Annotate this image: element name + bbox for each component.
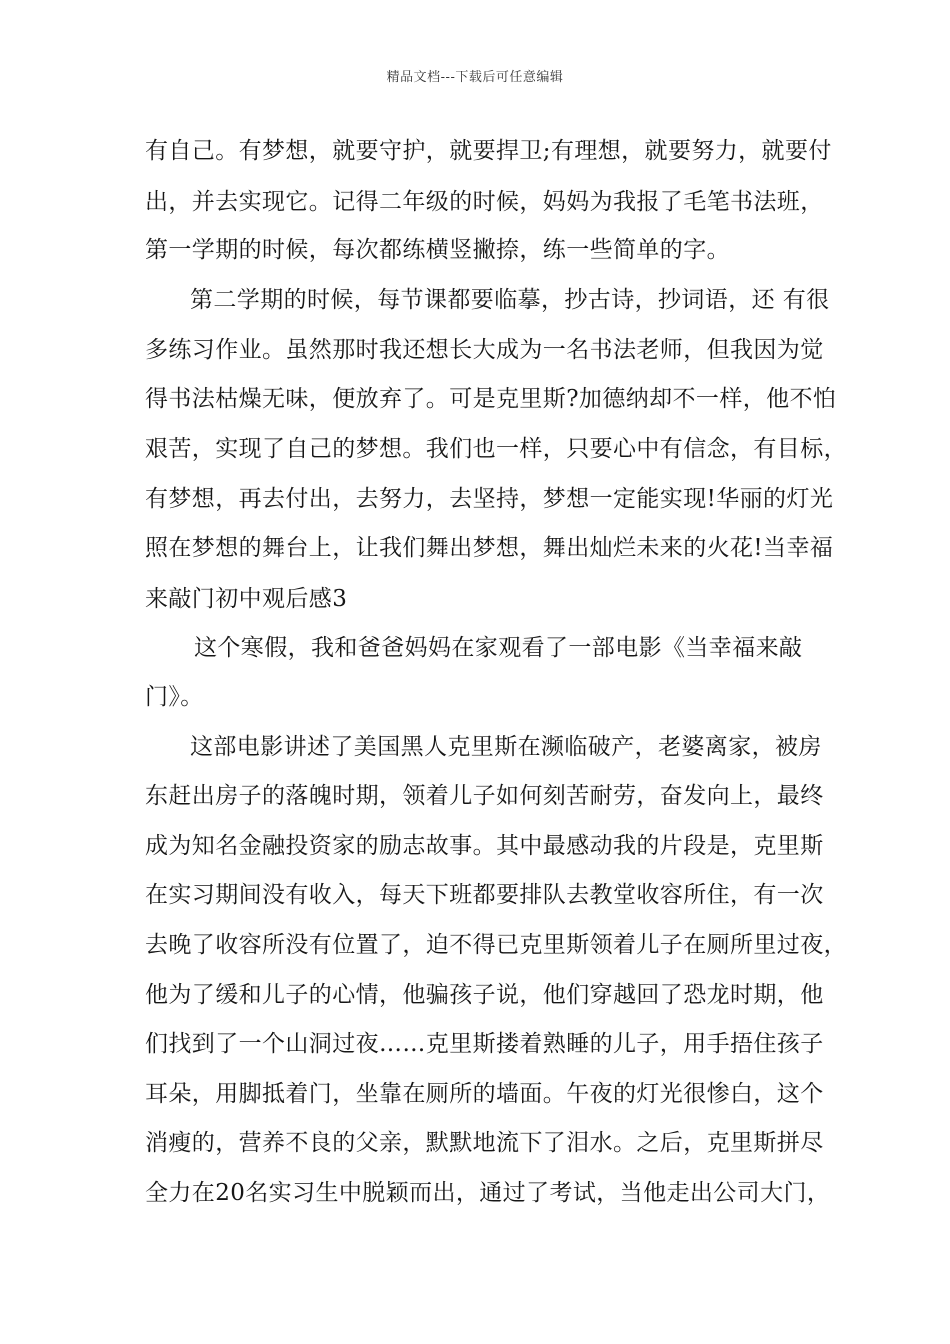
text-line: 去晚了收容所没有位置了，迫不得已克里斯领着儿子在厕所里过夜， — [145, 932, 847, 958]
text-line: 第二学期的时候，每节课都要临摹，抄古诗，抄词语，还 有很 — [190, 287, 830, 313]
text-line: 多练习作业。虽然那时我还想长大成为一名书法老师，但我因为觉 — [145, 337, 824, 363]
text-line: 成为知名金融投资家的励志故事。其中最感动我的片段是，克里斯 — [145, 833, 824, 859]
text-line: 门》。 — [145, 684, 204, 710]
text-line: 出，并去实现它。记得二年级的时候，妈妈为我报了毛笔书法班， — [145, 189, 824, 215]
text-line: 第一学期的时候，每次都练横竖撇捺，练一些简单的字。 — [145, 237, 730, 263]
text-line: 得书法枯燥无味，便放弃了。可是克里斯?加德纳却不一样，他不怕 — [145, 386, 837, 412]
text-line: 在实习期间没有收入，每天下班都要排队去教堂收容所住，有一次 — [145, 882, 824, 908]
text-line: 有梦想，再去付出，去努力，去坚持，梦想一定能实现!华丽的灯光 — [145, 486, 834, 512]
text-line: 来敲门初中观后感3 — [145, 586, 348, 612]
text-line: 有自己。有梦想，就要守护，就要捍卫;有理想，就要努力，就要付 — [145, 138, 832, 164]
text-line: 们找到了一个山洞过夜……克里斯搂着熟睡的儿子，用手捂住孩子 — [145, 1031, 824, 1057]
text-line: 他为了缓和儿子的心情，他骗孩子说，他们穿越回了恐龙时期，他 — [145, 982, 824, 1008]
text-line: 艰苦，实现了自己的梦想。我们也一样，只要心中有信念，有目标， — [145, 436, 847, 462]
text-line: 耳朵，用脚抵着门，坐靠在厕所的墙面。午夜的灯光很惨白，这个 — [145, 1081, 824, 1107]
text-line: 这个寒假，我和爸爸妈妈在家观看了一部电影《当幸福来敲 — [194, 635, 803, 661]
text-line: 照在梦想的舞台上，让我们舞出梦想，舞出灿烂未来的火花!当幸福 — [145, 535, 834, 561]
page-header: 精品文档---下载后可任意编辑 — [386, 70, 564, 85]
text-line: 消瘦的，营养不良的父亲，默默地流下了泪水。之后，克里斯拼尽 — [145, 1130, 824, 1156]
text-line: 全力在20名实习生中脱颖而出，通过了考试，当他走出公司大门， — [145, 1180, 831, 1206]
text-line: 这部电影讲述了美国黑人克里斯在濒临破产，老婆离家，被房 — [190, 734, 822, 760]
text-line: 东赶出房子的落魄时期，领着儿子如何刻苦耐劳，奋发向上，最终 — [145, 783, 824, 809]
